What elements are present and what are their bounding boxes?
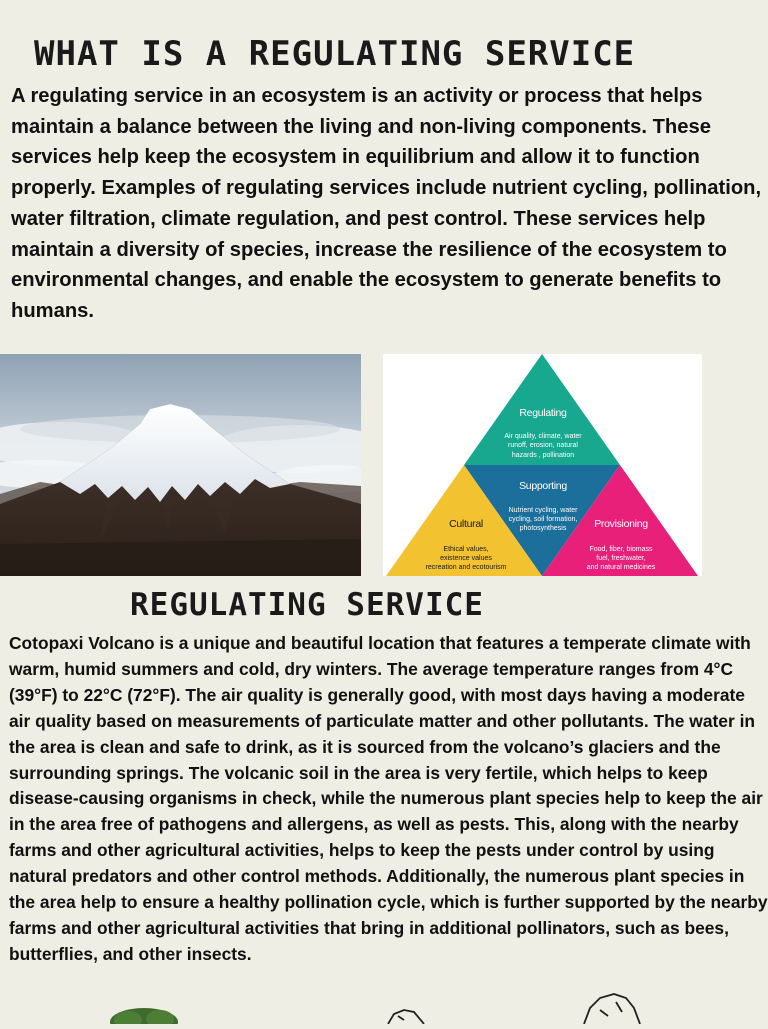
provisioning-desc-line1: Food, fiber, biomass bbox=[589, 546, 653, 553]
cultural-desc-line2: existence values bbox=[440, 555, 492, 562]
supporting-desc-line2: cycling, soil formation, bbox=[508, 516, 578, 523]
regulating-desc-line3: hazards , pollination bbox=[511, 452, 575, 459]
supporting-desc-line3: photosynthesis bbox=[519, 525, 567, 532]
provisioning-desc-line3: and natural medicines bbox=[586, 564, 656, 571]
supporting-title: Supporting bbox=[519, 480, 567, 492]
supporting-desc-line1: Nutrient cycling, water bbox=[508, 507, 578, 514]
bottom-decoration bbox=[0, 990, 768, 1024]
cultural-desc-line1: Ethical values, bbox=[443, 546, 489, 553]
regulating-title: Regulating bbox=[519, 407, 567, 419]
section-title-regulating-service: REGULATING SERVICE bbox=[130, 587, 484, 623]
provisioning-desc-line2: fuel, freshwater, bbox=[596, 555, 646, 562]
cotopaxi-paragraph: Cotopaxi Volcano is a unique and beautiful location that features a temperate climate with warm, humid summers and cold, dry winters. The average temperature ranges from 4°C (39°F) to 22°C (72°F). The air quality is generally good, with most days having a moderate air quality based on measurements of particulate matter and other pollutants. The water in the area is clean and safe to drink, as it is sourced from the volcano’s glaciers and the surrounding springs. The volcanic soil in the area is very fertile, which helps to keep disease-causing organisms in check, while the numerous plant species help to keep the air in the area free of pathogens and allergens, as well as pests. This, along with the nearby farms and other agricultural activities, helps to keep the pests under control by using natural predators and other control methods. Additionally, the numerous plant species in the area help to ensure a healthy pollination cycle, which is further supported by the nearby farms and other agricultural activities that bring in additional pollinators, such as bees, butterflies, and other insects. bbox=[9, 633, 768, 964]
intro-paragraph: A regulating service in an ecosystem is an activity or process that helps maintain a balance between the living and non-living components. These services help keep the ecosystem in equilibrium and allow it to function properly. Examples of regulating services include nutrient cycling, pollination, water filtration, climate regulation, and pest control. These services help maintain a diversity of species, increase the resilience of the ecosystem to environmental changes, and enable the ecosystem to generate benefits to humans. bbox=[11, 85, 762, 322]
regulating-desc-line1: Air quality, climate, water bbox=[504, 433, 582, 440]
tree-icon bbox=[110, 1008, 178, 1024]
provisioning-title: Provisioning bbox=[594, 518, 648, 530]
section-title-what-is-regulating-service: WHAT IS A REGULATING SERVICE bbox=[34, 34, 636, 74]
ecosystem-services-pyramid bbox=[383, 354, 702, 576]
cultural-title: Cultural bbox=[449, 518, 483, 530]
rock-sketch-icon bbox=[388, 994, 640, 1024]
cotopaxi-volcano-image bbox=[0, 354, 361, 576]
cultural-desc-line3: recreation and ecotourism bbox=[425, 564, 507, 571]
regulating-desc-line2: runoff, erosion, natural bbox=[508, 442, 578, 449]
